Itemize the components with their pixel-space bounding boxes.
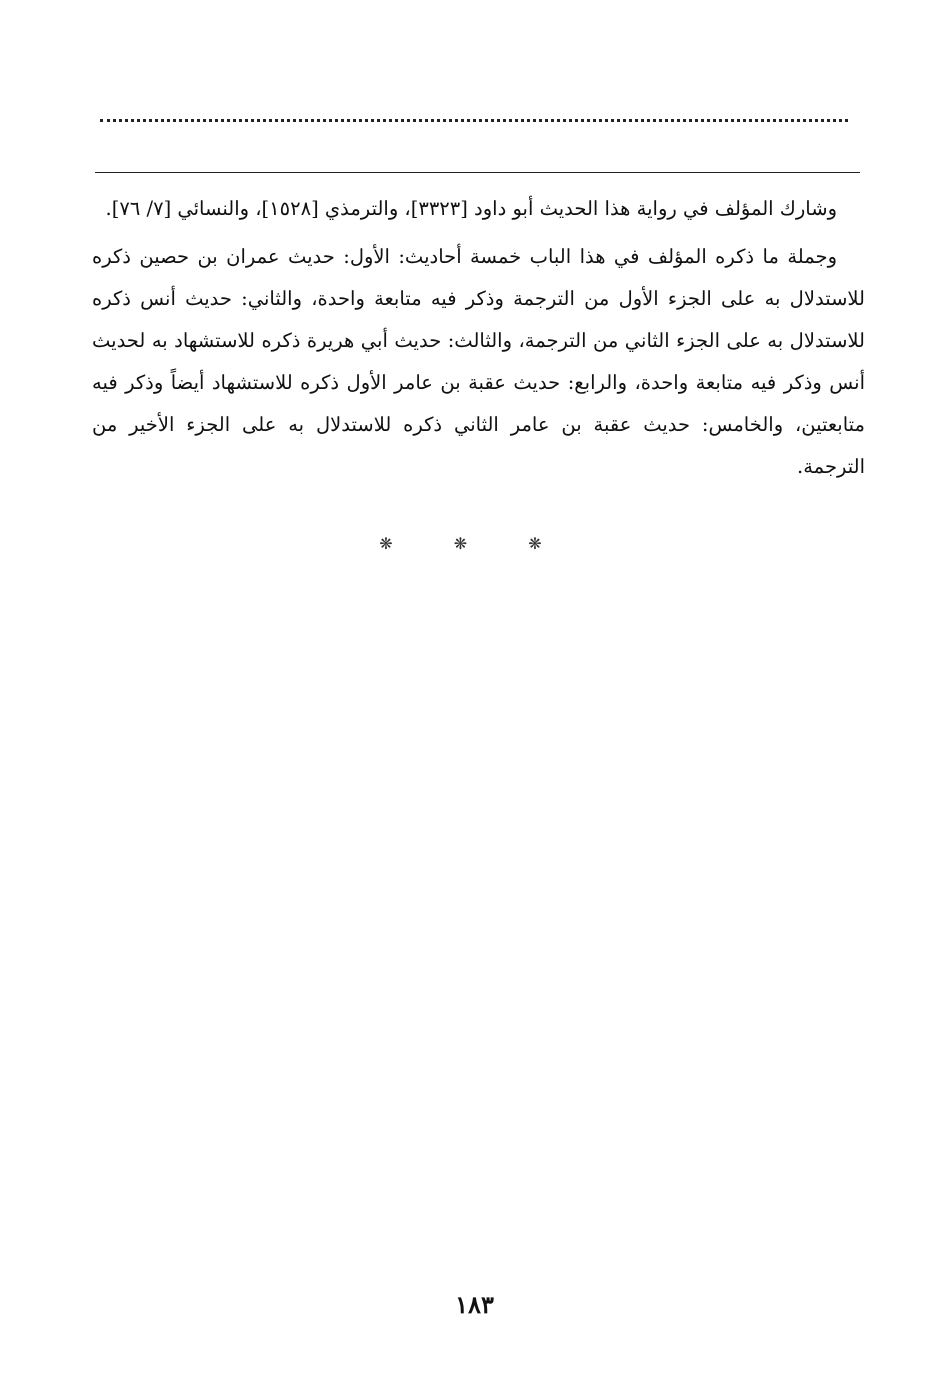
footnote-rule — [95, 172, 860, 173]
page-number: ١٨٣ — [455, 1290, 494, 1319]
asterism-icon: ❋ — [528, 534, 570, 553]
section-end-ornament — [0, 532, 949, 556]
footnote-paragraph-1: وشارك المؤلف في رواية هذا الحديث أبو داود [٣٣٢٣]، والترمذي [١٥٢٨]، والنسائي [٧/ ٧٦]. — [105, 197, 837, 220]
asterism-icon: ❋ — [453, 534, 496, 553]
asterism-icon: ❋ — [379, 534, 421, 553]
dotted-separator — [100, 119, 848, 122]
footnote-text — [92, 188, 865, 488]
footnote-paragraph-2: وجملة ما ذكره المؤلف في هذا الباب خمسة أحاديث: الأول: حديث عمران بن حصين ذكره للاستدلال به على الجزء الأول من الترجمة وذكر فيه متابعة واحدة، والثاني: حديث أنس ذكره للاستدلال به على الجزء الثاني من الترجمة، والثالث: حديث أبي هريرة ذكره للاستشهاد به لحديث أنس وذكر فيه متابعة واحدة، والرابع: حديث عقبة بن عامر الأول ذكره للاستشهاد أيضاً وذكر فيه متابعتين، والخامس: حديث عقبة بن عامر الثاني ذكره للاستدلال به على الجزء الأخير من الترجمة. — [92, 245, 865, 478]
